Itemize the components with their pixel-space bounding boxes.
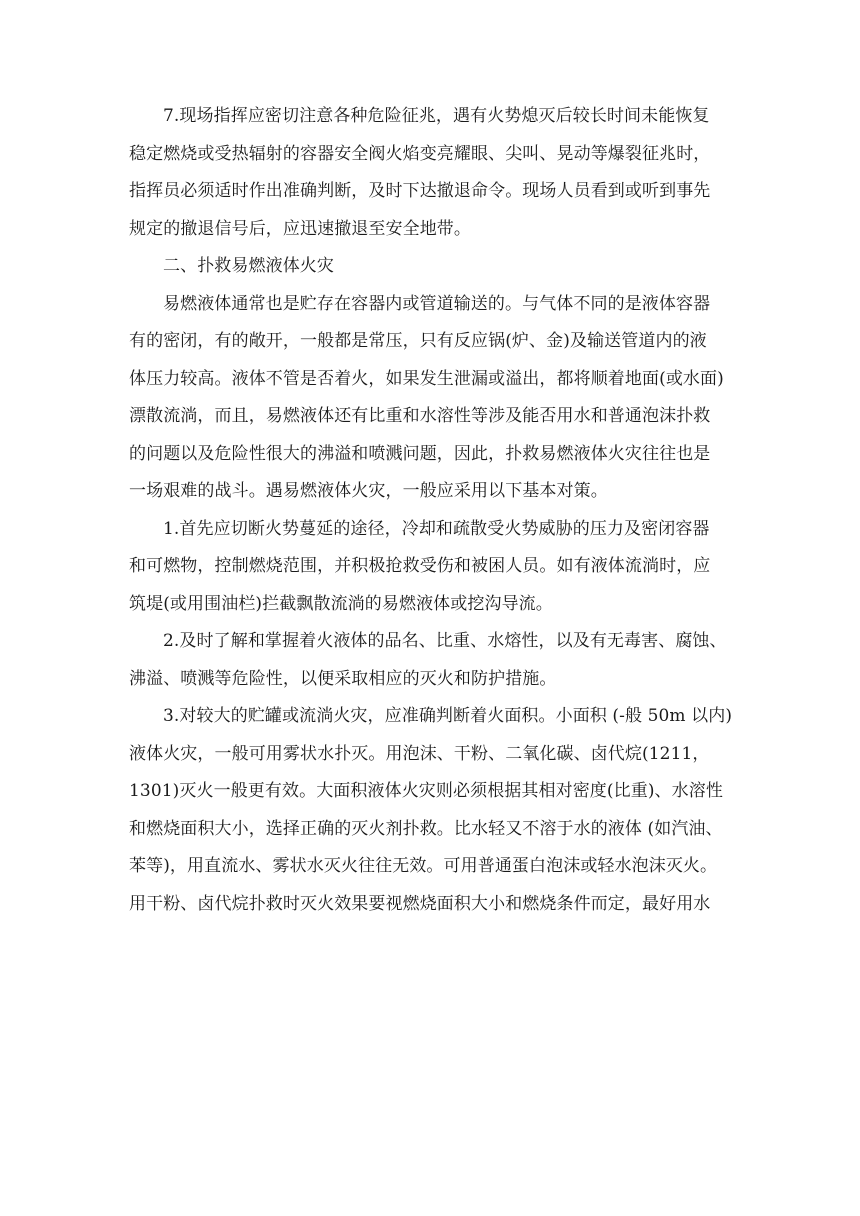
text-line: 一场艰难的战斗。遇易燃液体火灾，一般应采用以下基本对策。 (129, 481, 608, 501)
document-body (129, 98, 735, 923)
paragraph-item-1 (129, 511, 735, 624)
text-line: 和燃烧面积大小，选择正确的灭火剂扑救。比水轻又不溶于水的液体 (如汽油、 (129, 818, 723, 839)
text-line: 规定的撤退信号后，应迅速撤退至安全地带。 (129, 218, 471, 239)
text-line: 指挥员必须适时作出准确判断，及时下达撤退命令。现场人员看到或听到事先 (129, 181, 711, 201)
text-line: 体压力较高。液体不管是否着火，如果发生泄漏或溢出，都将顺着地面(或水面) (129, 368, 724, 389)
text-line: 3.对较大的贮罐或流淌火灾，应准确判断着火面积。小面积 (-般 50m 以内) (163, 706, 733, 726)
section-heading-text: 二、扑救易燃液体火灾 (163, 256, 334, 276)
text-line: 2.及时了解和掌握着火液体的品名、比重、水熔性，以及有无毒害、腐蚀、 (163, 631, 727, 651)
text-line: 的问题以及危险性很大的沸溢和喷溅问题，因此，扑救易燃液体火灾往往也是 (129, 443, 711, 464)
text-line: 苯等)，用直流水、雾状水灭火往往无效。可用普通蛋白泡沫或轻水泡沫灭火。 (129, 856, 718, 876)
text-line: 7.现场指挥应密切注意各种危险征兆，遇有火势熄灭后较长时间未能恢复 (163, 106, 710, 126)
text-line: 1.首先应切断火势蔓延的途径，冷却和疏散受火势威胁的压力及密闭容器 (163, 518, 710, 539)
section-heading (129, 248, 735, 286)
text-line: 和可燃物，控制燃烧范围，并积极抢救受伤和被困人员。如有液体流淌时，应 (129, 556, 711, 576)
text-line: 1301)灭火一般更有效。大面积液体火灾则必须根据其相对密度(比重)、水溶性 (129, 781, 723, 801)
paragraph-item-3 (129, 698, 735, 923)
text-line: 用干粉、卤代烷扑救时灭火效果要视燃烧面积大小和燃烧条件而定，最好用水 (129, 893, 711, 914)
text-line: 漂散流淌，而且，易燃液体还有比重和水溶性等涉及能否用水和普通泡沫扑救 (129, 406, 711, 426)
paragraph-item-2 (129, 623, 735, 698)
text-line: 筑堤(或用围油栏)拦截飘散流淌的易燃液体或挖沟导流。 (129, 593, 553, 614)
text-line: 有的密闭，有的敞开，一般都是常压，只有反应锅(炉、金)及输送管道内的液 (129, 331, 707, 351)
paragraph-intro (129, 286, 735, 511)
text-line: 易燃液体通常也是贮存在容器内或管道输送的。与气体不同的是液体容器 (163, 293, 711, 314)
text-line: 沸溢、喷溅等危险性，以便采取相应的灭火和防护措施。 (129, 668, 557, 689)
text-line: 稳定燃烧或受热辐射的容器安全阀火焰变亮耀眼、尖叫、晃动等爆裂征兆时， (129, 143, 711, 164)
text-line: 液体火灾，一般可用雾状水扑灭。用泡沫、干粉、二氧化碳、卤代烷(1211， (129, 743, 710, 764)
paragraph-item-7 (129, 98, 735, 248)
